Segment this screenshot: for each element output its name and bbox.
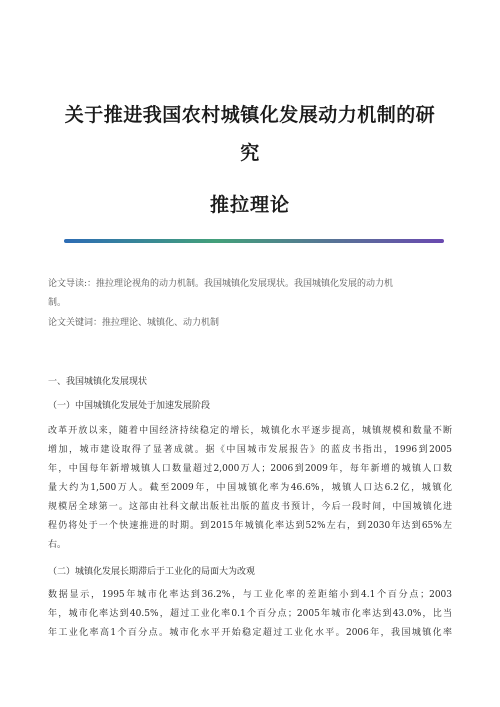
- title-line-1: 关于推进我国农村城镇化发展动力机制的研: [64, 104, 436, 126]
- subsection-heading-1: （一）中国城镇化发展处于加速发展阶段: [48, 401, 211, 411]
- subsection-heading-2: （二）城镇化发展长期滞后于工业化的局面大为改观: [48, 567, 256, 577]
- keywords-line: 论文关键词：推拉理论、城镇化、动力机制: [48, 318, 220, 328]
- paragraph-2-line: 年，城市化率达到40.5%，超过工业化率0.1个百分点；2005年城市化率达到43.0%，比当: [48, 609, 452, 619]
- title-divider: [64, 239, 444, 243]
- paragraph-1-line: 右。: [48, 540, 67, 550]
- paragraph-1-line: 量大约为1,500万人。截至2009年，中国城镇化率为46.6%，城镇人口达6.2亿，城镇化: [48, 483, 452, 493]
- abstract-line-2: 制。: [48, 298, 67, 308]
- section-heading: 一、我国城镇化发展现状: [48, 377, 148, 387]
- paragraph-1-line: 规模居全球第一。这部由社科文献出版社出版的蓝皮书预计，今后一段时间，中国城镇化进: [48, 502, 452, 512]
- document-title: [52, 96, 448, 172]
- document-subtitle: 推拉理论: [209, 194, 290, 216]
- paragraph-1-line: 年，中国每年新增城镇人口数量超过2,000万人；2006到2009年，每年新增的城镇人口数: [48, 464, 452, 474]
- abstract-line-1: 论文导读:：推拉理论视角的动力机制。我国城镇化发展现状。我国城镇化发展的动力机: [48, 279, 394, 289]
- paragraph-1-line: 增加，城市建设取得了显著成就。据《中国城市发展报告》的蓝皮书指出，1996到2005: [48, 445, 452, 455]
- paragraph-1-line: 程仍将处于一个快速推进的时期。到2015年城镇化率达到52%左右，到2030年达到65%左: [48, 521, 452, 531]
- paragraph-2-line: 数据显示，1995年城市化率达到36.2%，与工业化率的差距缩小到4.1个百分点；2003: [48, 590, 452, 600]
- paragraph-1-line: 改革开放以来，随着中国经济持续稳定的增长，城镇化水平逐步提高，城镇规模和数量不断: [48, 426, 452, 436]
- paragraph-2-line: 年工业化率高1个百分点。城市化水平开始稳定超过工业化水平。2006年，我国城镇化率: [48, 628, 452, 638]
- title-line-2: 究: [240, 142, 260, 164]
